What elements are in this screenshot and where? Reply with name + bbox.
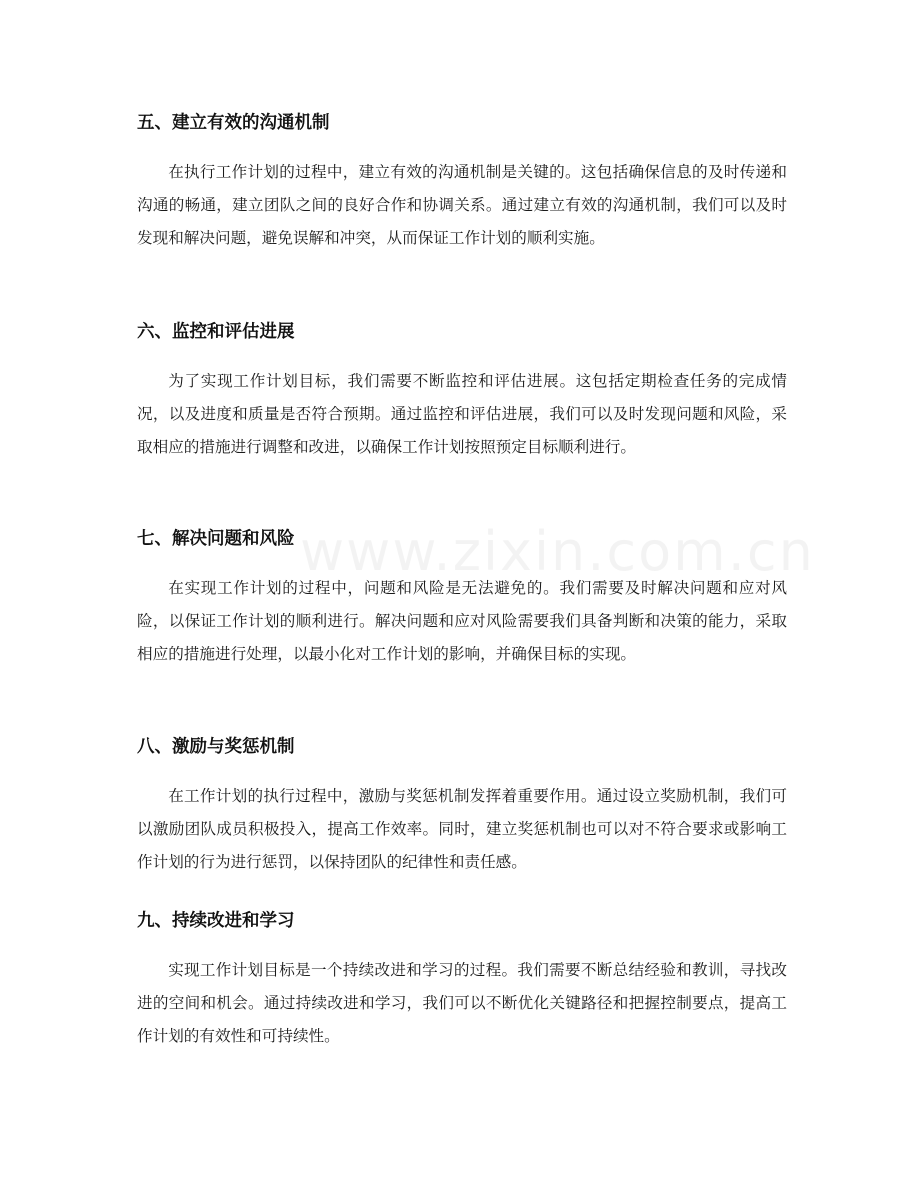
section-heading: 七、解决问题和风险 xyxy=(137,529,295,549)
section-paragraph: 为了实现工作计划目标，我们需要不断监控和评估进展。这包括定期检查任务的完成情况，以及进度和质量是否符合预期。通过监控和评估进展，我们可以及时发现问题和风险，采取相应的措施进行调整和改进，以确保工作计划按照预定目标顺利进行。 xyxy=(137,372,787,457)
section-heading: 八、激励与奖惩机制 xyxy=(137,737,295,757)
section-8 xyxy=(137,736,787,880)
section-5 xyxy=(137,112,787,256)
section-9 xyxy=(137,910,787,1054)
section-paragraph: 在工作计划的执行过程中，激励与奖惩机制发挥着重要作用。通过设立奖励机制，我们可以激励团队成员积极投入，提高工作效率。同时，建立奖惩机制也可以对不符合要求或影响工作计划的行为进行惩罚，以保持团队的纪律性和责任感。 xyxy=(137,787,787,872)
section-heading: 五、建立有效的沟通机制 xyxy=(137,113,330,133)
section-paragraph: 在实现工作计划的过程中，问题和风险是无法避免的。我们需要及时解决问题和应对风险，以保证工作计划的顺利进行。解决问题和应对风险需要我们具备判断和决策的能力，采取相应的措施进行处理，以最小化对工作计划的影响，并确保目标的实现。 xyxy=(137,579,787,664)
section-heading: 九、持续改进和学习 xyxy=(137,911,295,931)
section-paragraph: 实现工作计划目标是一个持续改进和学习的过程。我们需要不断总结经验和教训，寻找改进的空间和机会。通过持续改进和学习，我们可以不断优化关键路径和把握控制要点，提高工作计划的有效性和可持续性。 xyxy=(137,961,787,1046)
section-heading: 六、监控和评估进展 xyxy=(137,322,295,342)
section-6 xyxy=(137,321,787,465)
section-7 xyxy=(137,528,787,672)
section-paragraph: 在执行工作计划的过程中，建立有效的沟通机制是关键的。这包括确保信息的及时传递和沟通的畅通，建立团队之间的良好合作和协调关系。通过建立有效的沟通机制，我们可以及时发现和解决问题，避免误解和冲突，从而保证工作计划的顺利实施。 xyxy=(137,163,787,248)
